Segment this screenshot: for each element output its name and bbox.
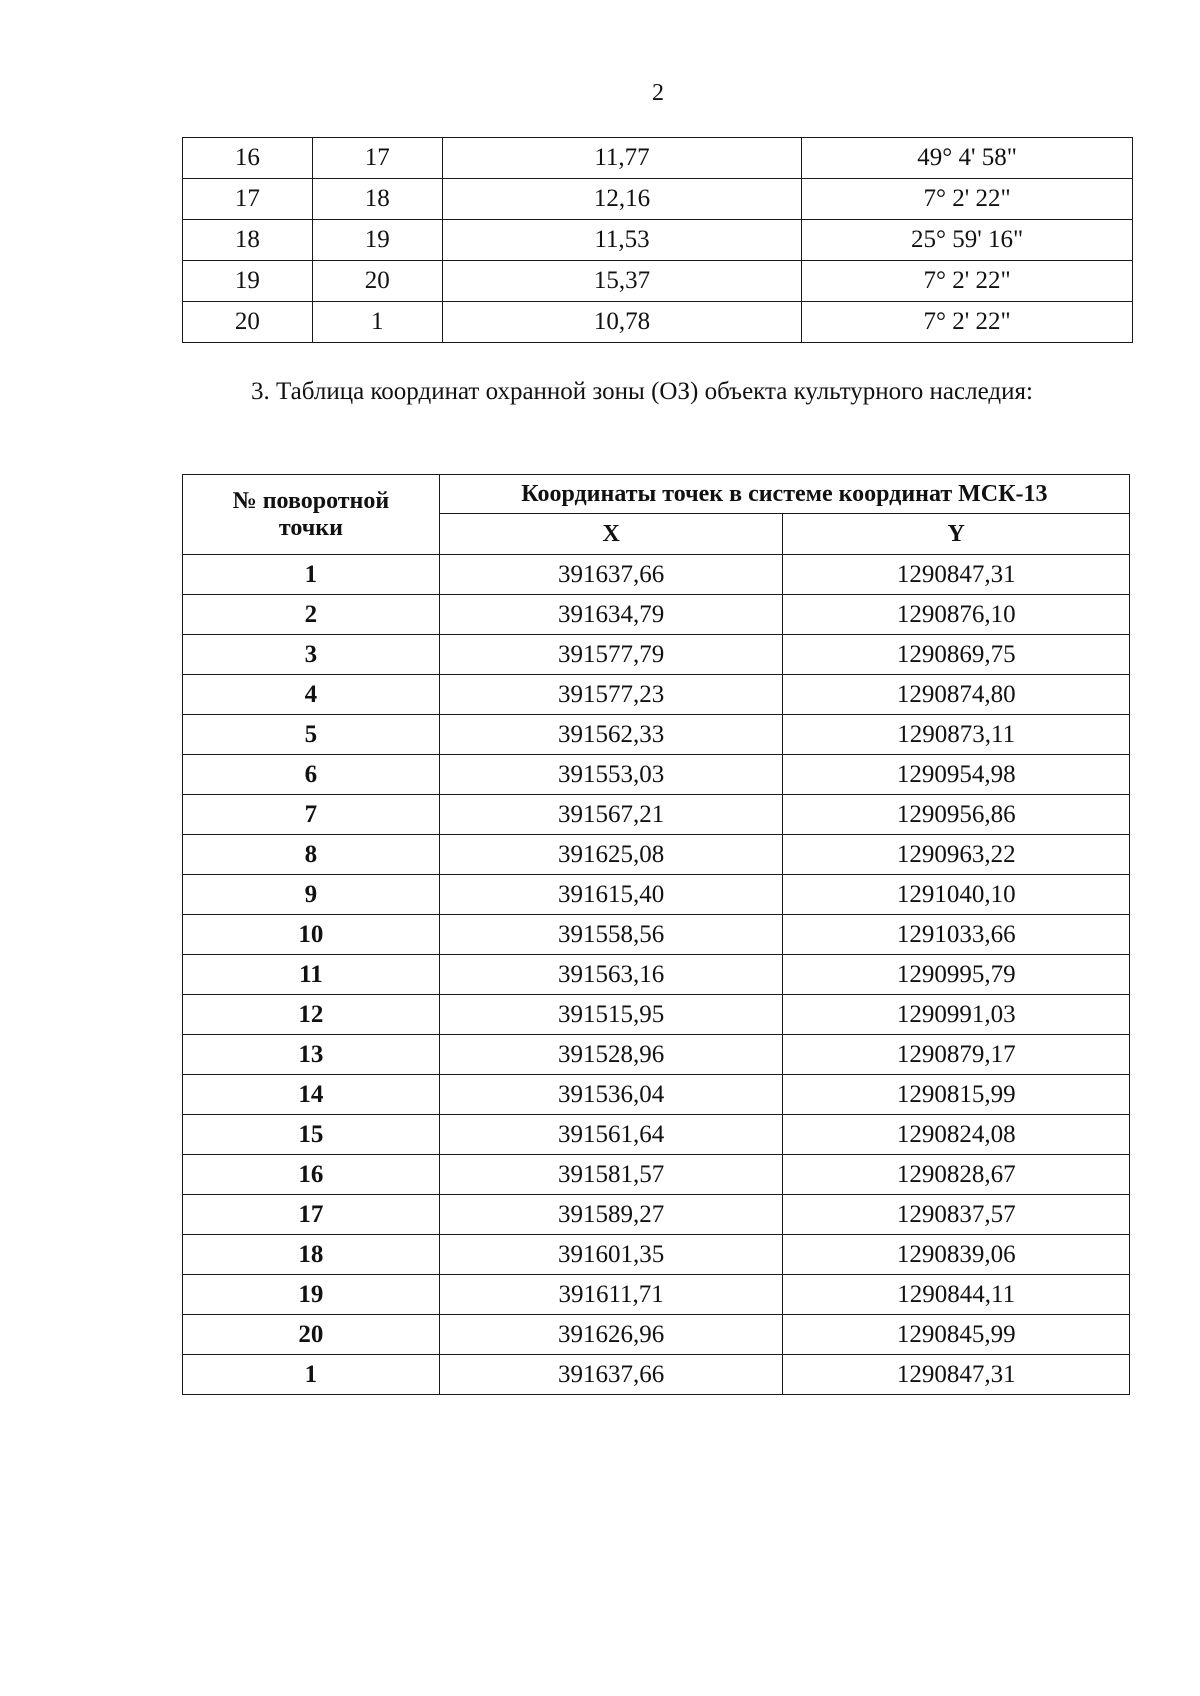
coordinates-table-body xyxy=(183,555,1130,1395)
point-number: 2 xyxy=(183,595,440,635)
coordinate-y: 1290869,75 xyxy=(783,635,1130,675)
coordinate-y: 1290847,31 xyxy=(783,1355,1130,1395)
coordinate-row xyxy=(183,675,1130,715)
coordinate-x: 391577,79 xyxy=(439,635,783,675)
coordinate-y: 1290845,99 xyxy=(783,1315,1130,1355)
segment-from: 20 xyxy=(183,302,313,343)
coordinate-x: 391637,66 xyxy=(439,1355,783,1395)
coordinate-y: 1290815,99 xyxy=(783,1075,1130,1115)
coordinates-table xyxy=(182,474,1130,1395)
point-number: 18 xyxy=(183,1235,440,1275)
segment-angle: 7° 2' 22" xyxy=(802,261,1133,302)
coordinate-y: 1290828,67 xyxy=(783,1155,1130,1195)
header-y: Y xyxy=(783,514,1130,555)
coordinate-y: 1290844,11 xyxy=(783,1275,1130,1315)
coordinate-y: 1291033,66 xyxy=(783,915,1130,955)
coordinate-row xyxy=(183,635,1130,675)
point-number: 13 xyxy=(183,1035,440,1075)
coordinate-x: 391626,96 xyxy=(439,1315,783,1355)
segment-from: 19 xyxy=(183,261,313,302)
segment-length: 15,37 xyxy=(442,261,802,302)
segment-row xyxy=(183,138,1133,179)
segment-from: 16 xyxy=(183,138,313,179)
coordinate-x: 391581,57 xyxy=(439,1155,783,1195)
coordinate-y: 1290874,80 xyxy=(783,675,1130,715)
point-number: 3 xyxy=(183,635,440,675)
point-number: 6 xyxy=(183,755,440,795)
section-3-paragraph: 3. Таблица координат охранной зоны (ОЗ) объекта культурного наследия: xyxy=(251,378,1033,405)
coordinate-x: 391611,71 xyxy=(439,1275,783,1315)
coordinate-x: 391577,23 xyxy=(439,675,783,715)
point-number: 1 xyxy=(183,555,440,595)
segment-to: 19 xyxy=(312,220,442,261)
page-number: 2 xyxy=(652,80,664,106)
coordinate-y: 1290879,17 xyxy=(783,1035,1130,1075)
coordinate-x: 391553,03 xyxy=(439,755,783,795)
coordinate-y: 1290991,03 xyxy=(783,995,1130,1035)
segment-angle: 7° 2' 22" xyxy=(802,302,1133,343)
coordinate-row xyxy=(183,1075,1130,1115)
coordinate-x: 391615,40 xyxy=(439,875,783,915)
coordinate-x: 391567,21 xyxy=(439,795,783,835)
coordinates-table-header xyxy=(183,475,1130,555)
header-coordinate-system: Координаты точек в системе координат МСК-13 xyxy=(439,475,1129,514)
coordinate-y: 1290839,06 xyxy=(783,1235,1130,1275)
coordinate-y: 1290824,08 xyxy=(783,1115,1130,1155)
coordinate-row xyxy=(183,1235,1130,1275)
coordinate-x: 391528,96 xyxy=(439,1035,783,1075)
coordinate-y: 1290954,98 xyxy=(783,755,1130,795)
coordinate-y: 1290995,79 xyxy=(783,955,1130,995)
segment-row xyxy=(183,179,1133,220)
segment-from: 17 xyxy=(183,179,313,220)
coordinate-row xyxy=(183,1115,1130,1155)
coordinate-row xyxy=(183,1195,1130,1235)
point-number: 12 xyxy=(183,995,440,1035)
coordinate-row xyxy=(183,995,1130,1035)
segment-to: 1 xyxy=(312,302,442,343)
coordinate-row xyxy=(183,955,1130,995)
segment-to: 17 xyxy=(312,138,442,179)
coordinate-y: 1290876,10 xyxy=(783,595,1130,635)
point-number: 5 xyxy=(183,715,440,755)
coordinate-x: 391536,04 xyxy=(439,1075,783,1115)
segment-length: 11,77 xyxy=(442,138,802,179)
point-number: 19 xyxy=(183,1275,440,1315)
coordinate-y: 1291040,10 xyxy=(783,875,1130,915)
point-number: 1 xyxy=(183,1355,440,1395)
coordinate-y: 1290963,22 xyxy=(783,835,1130,875)
coordinate-row xyxy=(183,835,1130,875)
coordinate-row xyxy=(183,595,1130,635)
point-number: 20 xyxy=(183,1315,440,1355)
coordinate-row xyxy=(183,1275,1130,1315)
segment-to: 20 xyxy=(312,261,442,302)
point-number: 7 xyxy=(183,795,440,835)
segment-angle: 49° 4' 58" xyxy=(802,138,1133,179)
point-number: 15 xyxy=(183,1115,440,1155)
coordinate-x: 391563,16 xyxy=(439,955,783,995)
coordinate-x: 391589,27 xyxy=(439,1195,783,1235)
header-x: X xyxy=(439,514,783,555)
segments-table xyxy=(182,137,1133,343)
coordinate-x: 391562,33 xyxy=(439,715,783,755)
segment-length: 10,78 xyxy=(442,302,802,343)
coordinate-x: 391637,66 xyxy=(439,555,783,595)
coordinate-y: 1290873,11 xyxy=(783,715,1130,755)
segment-length: 11,53 xyxy=(442,220,802,261)
coordinate-row xyxy=(183,715,1130,755)
point-number: 17 xyxy=(183,1195,440,1235)
coordinate-row xyxy=(183,755,1130,795)
segment-row xyxy=(183,220,1133,261)
segment-from: 18 xyxy=(183,220,313,261)
segment-to: 18 xyxy=(312,179,442,220)
segment-angle: 7° 2' 22" xyxy=(802,179,1133,220)
coordinate-x: 391561,64 xyxy=(439,1115,783,1155)
coordinate-x: 391601,35 xyxy=(439,1235,783,1275)
coordinate-row xyxy=(183,1315,1130,1355)
segment-row xyxy=(183,302,1133,343)
point-number: 9 xyxy=(183,875,440,915)
coordinate-row xyxy=(183,555,1130,595)
coordinate-x: 391625,08 xyxy=(439,835,783,875)
point-number: 10 xyxy=(183,915,440,955)
point-number: 8 xyxy=(183,835,440,875)
segment-length: 12,16 xyxy=(442,179,802,220)
point-number: 4 xyxy=(183,675,440,715)
segment-angle: 25° 59' 16" xyxy=(802,220,1133,261)
coordinate-row xyxy=(183,875,1130,915)
segments-table-body xyxy=(183,138,1133,343)
coordinate-y: 1290837,57 xyxy=(783,1195,1130,1235)
coordinate-x: 391634,79 xyxy=(439,595,783,635)
segment-row xyxy=(183,261,1133,302)
header-point-number: № поворотной точки xyxy=(183,475,440,555)
coordinate-x: 391558,56 xyxy=(439,915,783,955)
coordinate-row xyxy=(183,1355,1130,1395)
point-number: 16 xyxy=(183,1155,440,1195)
coordinate-y: 1290956,86 xyxy=(783,795,1130,835)
point-number: 11 xyxy=(183,955,440,995)
coordinate-row xyxy=(183,795,1130,835)
coordinate-row xyxy=(183,1155,1130,1195)
coordinate-y: 1290847,31 xyxy=(783,555,1130,595)
coordinate-row xyxy=(183,915,1130,955)
point-number: 14 xyxy=(183,1075,440,1115)
coordinate-x: 391515,95 xyxy=(439,995,783,1035)
coordinate-row xyxy=(183,1035,1130,1075)
